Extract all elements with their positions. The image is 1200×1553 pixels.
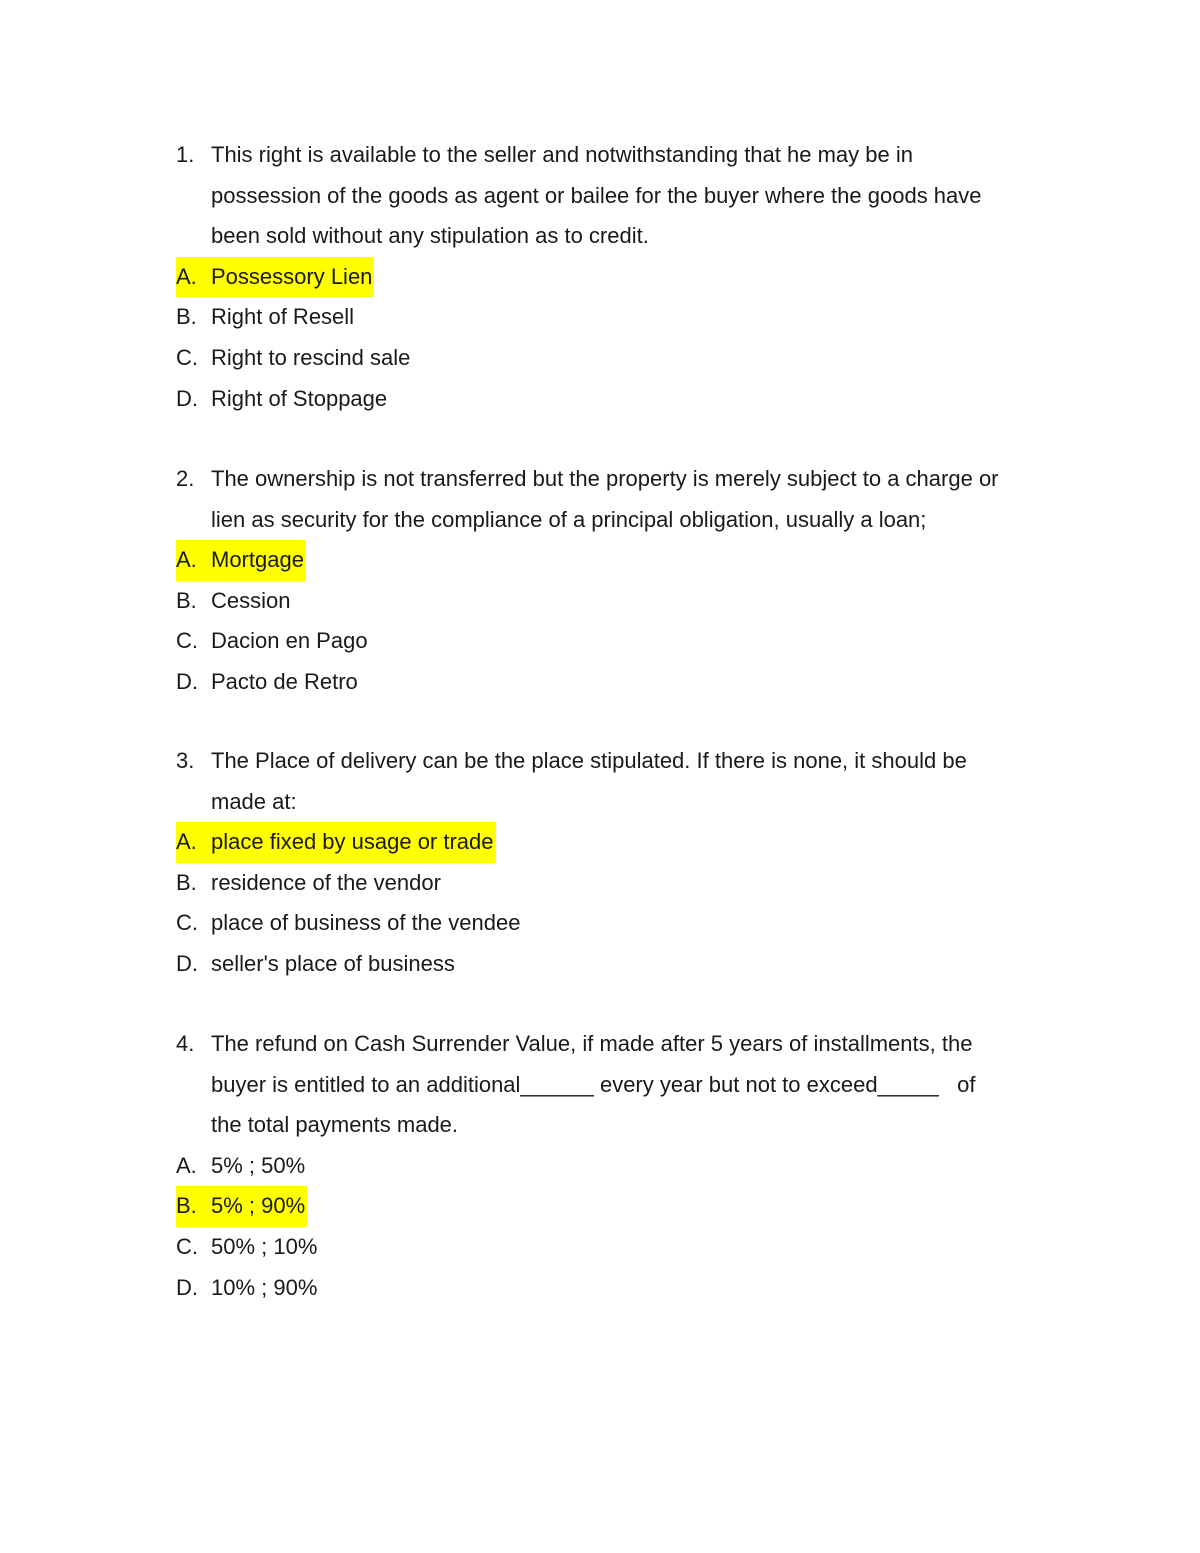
question-stem <box>176 1024 1076 1146</box>
option-d: D. seller's place of business <box>176 950 455 976</box>
question-number: 3. <box>176 748 195 773</box>
option-a <box>176 540 1076 581</box>
question-stem <box>176 135 1076 257</box>
question-number: 1. <box>176 142 195 167</box>
question-line: buyer is entitled to an additional______ every year but not to exceed_____ of <box>211 1071 976 1097</box>
answer-options <box>176 540 1076 702</box>
question-line: the total payments made. <box>211 1112 459 1138</box>
question-stem <box>176 741 1076 822</box>
option-b <box>176 1186 1076 1227</box>
question-text <box>211 459 1076 540</box>
option-b: B. Right of Resell <box>176 304 355 330</box>
question-line: The ownership is not transferred but the property is merely subject to a charge or <box>211 466 999 491</box>
question-3 <box>176 741 1076 985</box>
option-a <box>176 822 1076 863</box>
option-d: D. Pacto de Retro <box>176 668 358 694</box>
option-a <box>176 257 1076 298</box>
question-4 <box>176 1024 1076 1308</box>
question-line: been sold without any stipulation as to credit. <box>211 223 649 249</box>
highlighted-answer: A. Possessory Lien <box>176 257 374 298</box>
option-c: C. place of business of the vendee <box>176 910 521 936</box>
question-text <box>211 1024 1076 1146</box>
question-line: This right is available to the seller and notwithstanding that he may be in <box>211 142 913 167</box>
highlighted-answer: A. Mortgage <box>176 540 306 581</box>
question-line: possession of the goods as agent or bailee for the buyer where the goods have <box>211 182 982 208</box>
option-d: D. Right of Stoppage <box>176 385 388 411</box>
option-c: C. Right to rescind sale <box>176 344 411 370</box>
highlighted-answer: A. place fixed by usage or trade <box>176 822 496 863</box>
answer-options <box>176 257 1076 419</box>
question-text <box>211 741 1076 822</box>
option-d: D. 10% ; 90% <box>176 1274 318 1300</box>
question-1 <box>176 135 1076 419</box>
option-b: B. Cession <box>176 587 291 613</box>
question-2 <box>176 459 1076 703</box>
option-b: B. residence of the vendor <box>176 869 441 895</box>
question-line: made at: <box>211 788 297 814</box>
option-c: C. 50% ; 10% <box>176 1233 318 1259</box>
question-text <box>211 135 1076 257</box>
option-c: C. Dacion en Pago <box>176 628 368 654</box>
question-number: 2. <box>176 466 195 491</box>
option-a: A. 5% ; 50% <box>176 1152 306 1178</box>
highlighted-answer: B. 5% ; 90% <box>176 1186 307 1227</box>
question-line: The Place of delivery can be the place stipulated. If there is none, it should be <box>211 748 967 773</box>
question-line: The refund on Cash Surrender Value, if made after 5 years of installments, the <box>211 1031 973 1056</box>
question-stem <box>176 459 1076 540</box>
answer-options <box>176 822 1076 984</box>
answer-options <box>176 1146 1076 1308</box>
question-number: 4. <box>176 1031 195 1056</box>
question-line: lien as security for the compliance of a principal obligation, usually a loan; <box>211 506 927 532</box>
